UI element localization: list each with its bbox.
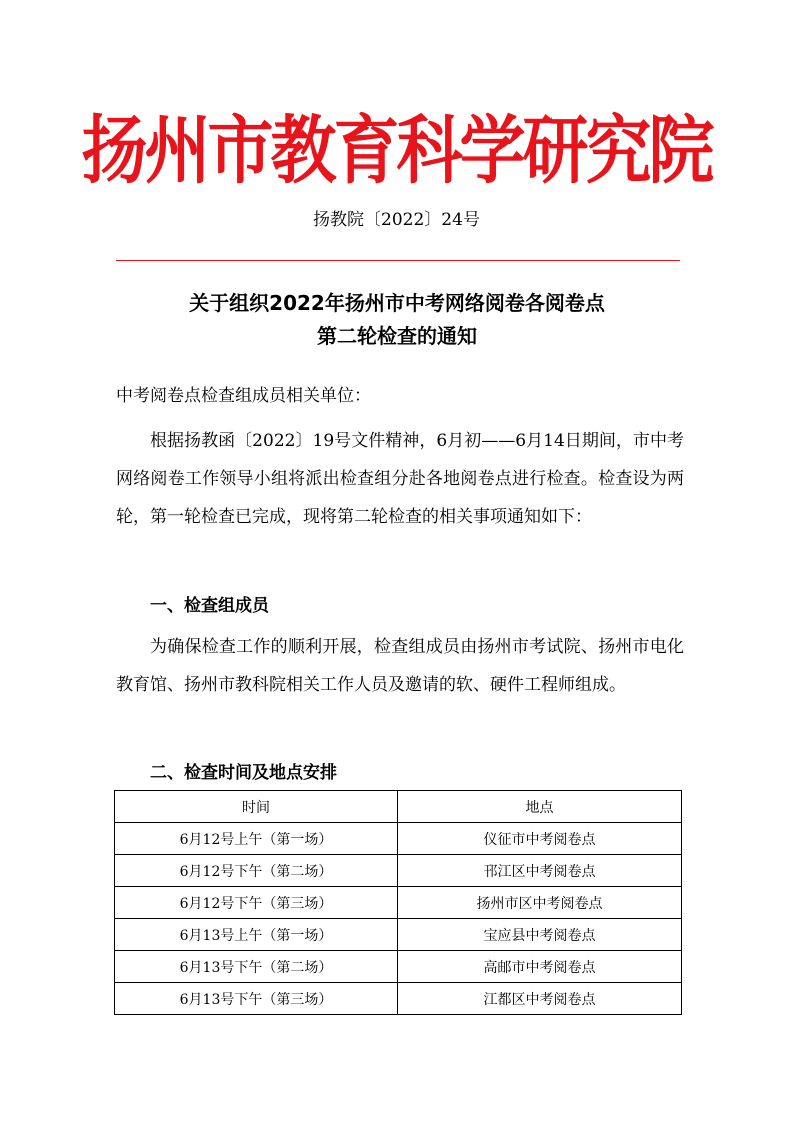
salutation: 中考阅卷点检查组成员相关单位： (116, 386, 371, 406)
location-cell: 仪征市中考阅卷点 (398, 823, 682, 855)
document-number: 扬教院〔2022〕24号 (313, 210, 480, 230)
time-cell: 6月13号下午（第二场） (115, 951, 398, 983)
time-cell: 6月13号下午（第三场） (115, 983, 398, 1015)
header-time: 时间 (115, 791, 398, 823)
section-1-paragraph: 为确保检查工作的顺利开展，检查组成员由扬州市考试院、扬州市电化教育馆、扬州市教科院相关工作人员及邀请的软、硬件工程师组成。 (116, 637, 684, 695)
location-cell: 宝应县中考阅卷点 (398, 919, 682, 951)
section-2-heading: 二、检查时间及地点安排 (150, 763, 337, 783)
time-cell: 6月12号上午（第一场） (115, 823, 398, 855)
schedule-table (114, 790, 682, 1015)
table-row (115, 951, 682, 983)
header-location: 地点 (398, 791, 682, 823)
time-cell: 6月13号上午（第一场） (115, 919, 398, 951)
location-cell: 邗江区中考阅卷点 (398, 855, 682, 887)
title-line-1: 关于组织2022年扬州市中考网络阅卷各阅卷点 (189, 291, 605, 315)
section-1-heading: 一、检查组成员 (150, 596, 269, 616)
table-header-row (115, 791, 682, 823)
time-cell: 6月12号下午（第三场） (115, 887, 398, 919)
table-row (115, 919, 682, 951)
red-divider-line (116, 260, 680, 261)
table-row (115, 887, 682, 919)
time-cell: 6月12号下午（第二场） (115, 855, 398, 887)
intro-paragraph: 根据扬教函〔2022〕19号文件精神，6月初——6月14日期间，市中考网络阅卷工作领导小组将派出检查组分赴各地阅卷点进行检查。检查设为两轮，第一轮检查已完成，现将第二轮检查的相关事项通知如下： (116, 431, 684, 527)
table-row (115, 823, 682, 855)
location-cell: 扬州市区中考阅卷点 (398, 887, 682, 919)
table-row (115, 855, 682, 887)
table-row (115, 983, 682, 1015)
document-title (110, 287, 684, 353)
location-cell: 高邮市中考阅卷点 (398, 951, 682, 983)
org-masthead: 扬州市教育科学研究院 (81, 106, 712, 195)
location-cell: 江都区中考阅卷点 (398, 983, 682, 1015)
title-line-2: 第二轮检查的通知 (317, 324, 477, 348)
